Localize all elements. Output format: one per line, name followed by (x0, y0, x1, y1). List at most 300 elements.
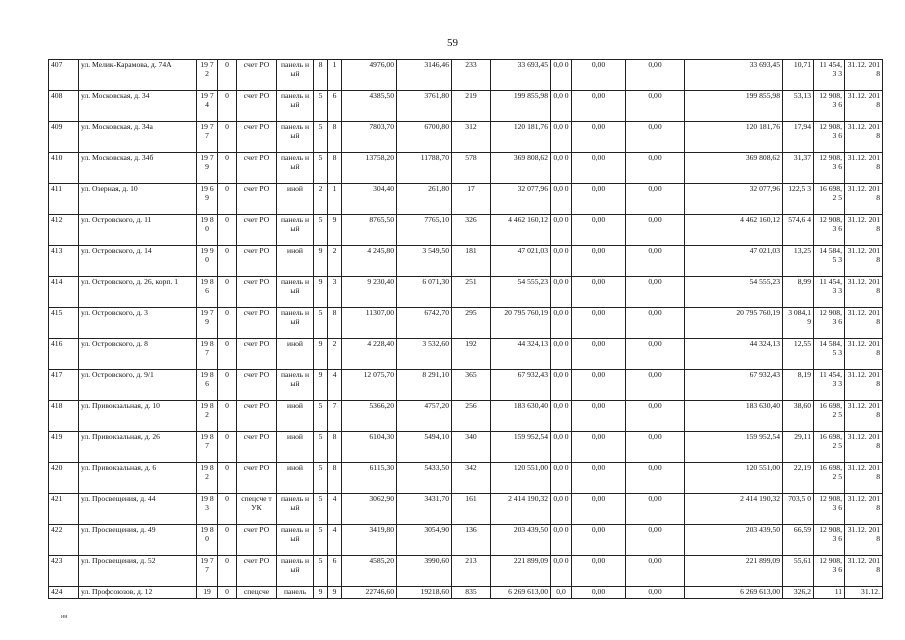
cell-cell-col4: 0 (218, 277, 237, 308)
cell-account-type: счет РО (237, 184, 277, 215)
cell-cost-col13: 0,0 0 (551, 246, 572, 277)
cell-cell-col4: 0 (218, 339, 237, 370)
cell-account-type: счет РО (237, 370, 277, 401)
cell-total-area: 22746,60 (342, 587, 397, 599)
cell-cell-col4: 0 (218, 370, 237, 401)
table-row (49, 308, 883, 339)
cell-address: ул. Островского, д. 3 (79, 308, 197, 339)
cell-cost-col13: 0,0 0 (551, 556, 572, 587)
cell-total-area: 6104,30 (342, 432, 397, 463)
cell-cost-per-m2: 38,60 (783, 401, 814, 432)
table-row (49, 60, 883, 91)
cell-residents: 17 (452, 184, 491, 215)
cell-entrances: 8 (328, 308, 342, 339)
cell-max-cost: 12 908,3 6 (814, 308, 845, 339)
cell-cost-per-m2: 8,99 (783, 277, 814, 308)
cell-cost-total: 203 439,50 (491, 525, 551, 556)
cell-completion-date: 31.12. 2018 (845, 432, 883, 463)
cell-cost-total: 32 077,96 (491, 184, 551, 215)
cell-max-cost: 12 908,3 6 (814, 494, 845, 525)
cell-cost-total: 33 693,45 (491, 60, 551, 91)
cell-cell-col4: 0 (218, 215, 237, 246)
cell-cost-total: 199 855,98 (491, 91, 551, 122)
cell-cell-col4: 0 (218, 432, 237, 463)
cell-account-type: счет РО (237, 153, 277, 184)
cell-max-cost: 16 698,2 5 (814, 432, 845, 463)
cell-max-cost: 11 454,3 3 (814, 370, 845, 401)
cell-account-type: спецсче (237, 587, 277, 599)
table-row (49, 277, 883, 308)
cell-address: ул. Просвещения, д. 44 (79, 494, 197, 525)
cell-cost-col16: 183 630,40 (685, 401, 783, 432)
cell-completion-date: 31.12. 2018 (845, 463, 883, 494)
cell-completion-date: 31.12. 2018 (845, 339, 883, 370)
cell-cost-col15: 0,00 (626, 277, 685, 308)
cell-build-year: 19 83 (197, 494, 218, 525)
cell-living-area: 3990,60 (397, 556, 452, 587)
cell-cost-per-m2: 29,11 (783, 432, 814, 463)
cell-cost-col14: 0,00 (572, 463, 626, 494)
cell-wall-material: иной (277, 432, 314, 463)
cell-wall-material: иной (277, 463, 314, 494)
cell-residents: 326 (452, 215, 491, 246)
cell-account-type: счет РО (237, 246, 277, 277)
cell-address: ул. Московская, д. 34 (79, 91, 197, 122)
cell-entrances: 8 (328, 463, 342, 494)
cell-row-number: 409 (49, 122, 79, 153)
cell-entrances: 4 (328, 525, 342, 556)
cell-cost-col16: 6 269 613,00 (685, 587, 783, 599)
table-row (49, 122, 883, 153)
cell-completion-date: 31.12. 2018 (845, 494, 883, 525)
cell-address: ул. Островского, д. 9/1 (79, 370, 197, 401)
table-row (49, 184, 883, 215)
cell-cell-col4: 0 (218, 60, 237, 91)
cell-cost-total: 47 021,03 (491, 246, 551, 277)
cell-total-area: 4 228,40 (342, 339, 397, 370)
cell-address: ул. Профсоюзов, д. 12 (79, 587, 197, 599)
cell-total-area: 4585,20 (342, 556, 397, 587)
cell-entrances: 8 (328, 122, 342, 153)
cell-living-area: 6 071,30 (397, 277, 452, 308)
cell-cost-col15: 0,00 (626, 184, 685, 215)
cell-row-number: 422 (49, 525, 79, 556)
cell-wall-material: панель ный (277, 370, 314, 401)
cell-completion-date: 31.12. 2018 (845, 153, 883, 184)
cell-cost-col16: 221 899,09 (685, 556, 783, 587)
cell-cost-total: 369 808,62 (491, 153, 551, 184)
cell-cost-col15: 0,00 (626, 122, 685, 153)
cell-wall-material: панель ный (277, 60, 314, 91)
cell-cost-col13: 0,0 0 (551, 463, 572, 494)
cell-cost-col13: 0,0 0 (551, 525, 572, 556)
table-row (49, 432, 883, 463)
cell-cost-total: 20 795 760,19 (491, 308, 551, 339)
cell-max-cost: 16 698,2 5 (814, 463, 845, 494)
cell-floors: 9 (314, 277, 328, 308)
cell-address: ул. Островского, д. 8 (79, 339, 197, 370)
cell-cost-col14: 0,00 (572, 401, 626, 432)
cell-account-type: счет РО (237, 339, 277, 370)
cell-cost-total: 221 899,09 (491, 556, 551, 587)
table-row (49, 556, 883, 587)
cell-residents: 312 (452, 122, 491, 153)
housing-register-table (48, 59, 883, 599)
cell-living-area: 7765,10 (397, 215, 452, 246)
cell-living-area: 8 291,10 (397, 370, 452, 401)
cell-build-year: 19 80 (197, 215, 218, 246)
table-row (49, 463, 883, 494)
table-row (49, 525, 883, 556)
cell-address: ул. Островского, д. 14 (79, 246, 197, 277)
cell-entrances: 3 (328, 277, 342, 308)
cell-max-cost: 11 454,3 3 (814, 60, 845, 91)
cell-account-type: счет РО (237, 401, 277, 432)
cell-floors: 5 (314, 432, 328, 463)
cell-floors: 5 (314, 91, 328, 122)
cell-total-area: 8765,50 (342, 215, 397, 246)
cell-cost-per-m2: 326,2 (783, 587, 814, 599)
cell-completion-date: 31.12. 2018 (845, 215, 883, 246)
cell-cost-col15: 0,00 (626, 463, 685, 494)
cell-cost-col14: 0,00 (572, 339, 626, 370)
cell-cost-total: 67 932,43 (491, 370, 551, 401)
cell-entrances: 6 (328, 91, 342, 122)
cell-wall-material: иной (277, 246, 314, 277)
cell-cost-col16: 159 952,54 (685, 432, 783, 463)
cell-account-type: счет РО (237, 91, 277, 122)
cell-cost-per-m2: 13,25 (783, 246, 814, 277)
cell-living-area: 3054,90 (397, 525, 452, 556)
cell-cost-col14: 0,00 (572, 122, 626, 153)
cell-row-number: 424 (49, 587, 79, 599)
cell-entrances: 8 (328, 432, 342, 463)
cell-cost-total: 6 269 613,00 (491, 587, 551, 599)
cell-cost-total: 120 181,76 (491, 122, 551, 153)
cell-wall-material: панель ный (277, 277, 314, 308)
cell-residents: 181 (452, 246, 491, 277)
cell-row-number: 423 (49, 556, 79, 587)
cell-wall-material: панель ный (277, 153, 314, 184)
cell-cost-col14: 0,00 (572, 215, 626, 246)
cell-row-number: 417 (49, 370, 79, 401)
cell-cost-col15: 0,00 (626, 153, 685, 184)
cell-address: ул. Просвещения, д. 52 (79, 556, 197, 587)
cell-max-cost: 11 (814, 587, 845, 599)
table-row (49, 494, 883, 525)
cell-cost-col15: 0,00 (626, 432, 685, 463)
cell-entrances: 9 (328, 587, 342, 599)
cell-cost-col15: 0,00 (626, 308, 685, 339)
cell-cost-col14: 0,00 (572, 184, 626, 215)
cell-residents: 219 (452, 91, 491, 122)
cell-floors: 2 (314, 184, 328, 215)
cell-entrances: 2 (328, 339, 342, 370)
cell-wall-material: панель ный (277, 91, 314, 122)
cell-cost-col14: 0,00 (572, 525, 626, 556)
cell-address: ул. Привокзальная, д. 10 (79, 401, 197, 432)
cell-floors: 5 (314, 494, 328, 525)
cell-completion-date: 31.12. 2018 (845, 60, 883, 91)
cell-build-year: 19 86 (197, 277, 218, 308)
cell-cost-per-m2: 574,6 4 (783, 215, 814, 246)
cell-cost-per-m2: 17,94 (783, 122, 814, 153)
cell-row-number: 415 (49, 308, 79, 339)
cell-entrances: 2 (328, 246, 342, 277)
cell-completion-date: 31.12. 2018 (845, 308, 883, 339)
cell-wall-material: панель ный (277, 494, 314, 525)
cell-row-number: 419 (49, 432, 79, 463)
cell-cost-col13: 0,0 0 (551, 60, 572, 91)
cell-max-cost: 12 908,3 6 (814, 525, 845, 556)
cell-residents: 295 (452, 308, 491, 339)
cell-cost-col15: 0,00 (626, 556, 685, 587)
cell-cost-col13: 0,0 0 (551, 91, 572, 122)
cell-cost-col16: 199 855,98 (685, 91, 783, 122)
cell-living-area: 6742,70 (397, 308, 452, 339)
cell-cost-col16: 120 181,76 (685, 122, 783, 153)
cell-cost-per-m2: 66,59 (783, 525, 814, 556)
cell-total-area: 13758,20 (342, 153, 397, 184)
cell-max-cost: 11 454,3 3 (814, 277, 845, 308)
cell-floors: 5 (314, 308, 328, 339)
table-row (49, 215, 883, 246)
cell-living-area: 5494,10 (397, 432, 452, 463)
cell-wall-material: панель (277, 587, 314, 599)
cell-residents: 365 (452, 370, 491, 401)
cell-completion-date: 31.12. 2018 (845, 246, 883, 277)
cell-living-area: 19218,60 (397, 587, 452, 599)
cell-cost-total: 4 462 160,12 (491, 215, 551, 246)
cell-cost-col15: 0,00 (626, 494, 685, 525)
cell-max-cost: 16 698,2 5 (814, 401, 845, 432)
cell-cost-col13: 0,0 0 (551, 432, 572, 463)
cell-cell-col4: 0 (218, 525, 237, 556)
cell-cost-per-m2: 53,13 (783, 91, 814, 122)
cell-living-area: 3 532,60 (397, 339, 452, 370)
cell-cost-col16: 47 021,03 (685, 246, 783, 277)
cell-cost-total: 159 952,54 (491, 432, 551, 463)
table-row (49, 401, 883, 432)
cell-cost-col15: 0,00 (626, 370, 685, 401)
cell-row-number: 420 (49, 463, 79, 494)
cell-floors: 5 (314, 401, 328, 432)
cell-total-area: 5366,20 (342, 401, 397, 432)
cell-living-area: 3 549,50 (397, 246, 452, 277)
cell-cell-col4: 0 (218, 153, 237, 184)
cell-cost-col16: 120 551,00 (685, 463, 783, 494)
cell-address: ул. Озерная, д. 10 (79, 184, 197, 215)
cell-residents: 251 (452, 277, 491, 308)
cell-total-area: 11307,00 (342, 308, 397, 339)
cell-row-number: 411 (49, 184, 79, 215)
cell-cost-col13: 0,0 0 (551, 215, 572, 246)
cell-cell-col4: 0 (218, 401, 237, 432)
cell-address: ул. Островского, д. 26, корп. 1 (79, 277, 197, 308)
cell-cost-per-m2: 31,37 (783, 153, 814, 184)
cell-cost-col13: 0,0 0 (551, 122, 572, 153)
cell-entrances: 4 (328, 370, 342, 401)
cell-completion-date: 31.12. 2018 (845, 277, 883, 308)
cell-living-area: 4757,20 (397, 401, 452, 432)
cell-cell-col4: 0 (218, 184, 237, 215)
cell-completion-date: 31.12. (845, 587, 883, 599)
cell-wall-material: панель ный (277, 122, 314, 153)
cell-build-year: 19 82 (197, 401, 218, 432)
cell-cost-total: 120 551,00 (491, 463, 551, 494)
cell-cost-col16: 33 693,45 (685, 60, 783, 91)
cell-completion-date: 31.12. 2018 (845, 184, 883, 215)
cell-build-year: 19 87 (197, 432, 218, 463)
cell-cost-total: 183 630,40 (491, 401, 551, 432)
cell-row-number: 421 (49, 494, 79, 525)
cell-row-number: 418 (49, 401, 79, 432)
cell-wall-material: панель ный (277, 308, 314, 339)
cell-build-year: 19 79 (197, 153, 218, 184)
cell-build-year: 19 77 (197, 556, 218, 587)
cell-account-type: счет РО (237, 122, 277, 153)
table-body (49, 60, 883, 599)
cell-entrances: 9 (328, 215, 342, 246)
cell-completion-date: 31.12. 2018 (845, 91, 883, 122)
cell-floors: 9 (314, 246, 328, 277)
cell-cost-col14: 0,00 (572, 370, 626, 401)
cell-entrances: 1 (328, 60, 342, 91)
cell-entrances: 8 (328, 153, 342, 184)
cell-max-cost: 16 698,2 5 (814, 184, 845, 215)
cell-build-year: 19 86 (197, 370, 218, 401)
cell-floors: 5 (314, 556, 328, 587)
cell-account-type: спецсче т УК (237, 494, 277, 525)
cell-cost-col14: 0,00 (572, 432, 626, 463)
cell-total-area: 7803,70 (342, 122, 397, 153)
cell-cost-per-m2: 703,5 0 (783, 494, 814, 525)
page-number: 59 (447, 37, 458, 49)
cell-cost-col13: 0,0 0 (551, 153, 572, 184)
cell-cell-col4: 0 (218, 308, 237, 339)
cell-build-year: 19 80 (197, 525, 218, 556)
cell-max-cost: 12 908,3 6 (814, 556, 845, 587)
cell-cost-col15: 0,00 (626, 525, 685, 556)
cell-cost-col14: 0,00 (572, 60, 626, 91)
cell-cost-col16: 203 439,50 (685, 525, 783, 556)
cell-living-area: 3146,46 (397, 60, 452, 91)
cell-account-type: счет РО (237, 463, 277, 494)
cell-living-area: 5433,50 (397, 463, 452, 494)
cell-max-cost: 12 908,3 6 (814, 91, 845, 122)
cell-row-number: 410 (49, 153, 79, 184)
cell-cost-total: 44 324,13 (491, 339, 551, 370)
cell-cell-col4: 0 (218, 587, 237, 599)
cell-floors: 9 (314, 370, 328, 401)
cell-completion-date: 31.12. 2018 (845, 525, 883, 556)
cell-floors: 5 (314, 463, 328, 494)
table-row (49, 153, 883, 184)
cell-wall-material: панель ный (277, 525, 314, 556)
cell-cost-col13: 0,0 0 (551, 339, 572, 370)
cell-residents: 578 (452, 153, 491, 184)
cell-account-type: счет РО (237, 432, 277, 463)
cell-floors: 8 (314, 60, 328, 91)
cell-living-area: 3431,70 (397, 494, 452, 525)
cell-cost-col14: 0,00 (572, 91, 626, 122)
cell-completion-date: 31.12. 2018 (845, 370, 883, 401)
table-row (49, 339, 883, 370)
cell-floors: 5 (314, 525, 328, 556)
cell-address: ул. Просвещения, д. 49 (79, 525, 197, 556)
cell-cost-col16: 20 795 760,19 (685, 308, 783, 339)
cell-cost-col13: 0,0 0 (551, 494, 572, 525)
cell-residents: 233 (452, 60, 491, 91)
cell-cost-col14: 0,00 (572, 494, 626, 525)
cell-total-area: 3419,80 (342, 525, 397, 556)
cell-cost-col15: 0,00 (626, 246, 685, 277)
cell-build-year: 19 77 (197, 122, 218, 153)
cell-completion-date: 31.12. 2018 (845, 556, 883, 587)
cell-floors: 5 (314, 153, 328, 184)
cell-total-area: 4385,50 (342, 91, 397, 122)
cell-address: ул. Московская, д. 34б (79, 153, 197, 184)
cell-floors: 5 (314, 122, 328, 153)
cell-cost-col16: 4 462 160,12 (685, 215, 783, 246)
cell-cost-col16: 44 324,13 (685, 339, 783, 370)
cell-cost-total: 2 414 190,32 (491, 494, 551, 525)
cell-wall-material: иной (277, 401, 314, 432)
cell-cell-col4: 0 (218, 494, 237, 525)
cell-cell-col4: 0 (218, 463, 237, 494)
cell-cost-col15: 0,00 (626, 339, 685, 370)
cell-cost-col13: 0,0 0 (551, 370, 572, 401)
cell-build-year: 19 82 (197, 463, 218, 494)
cell-account-type: счет РО (237, 525, 277, 556)
cell-entrances: 7 (328, 401, 342, 432)
cell-cost-col15: 0,00 (626, 91, 685, 122)
cell-cost-col15: 0,00 (626, 587, 685, 599)
cell-row-number: 407 (49, 60, 79, 91)
cell-cost-col16: 32 077,96 (685, 184, 783, 215)
cell-address: ул. Привокзальная, д. 26 (79, 432, 197, 463)
table-row (49, 91, 883, 122)
cell-cost-col14: 0,00 (572, 246, 626, 277)
cell-cost-per-m2: 3 084,1 9 (783, 308, 814, 339)
cell-residents: 136 (452, 525, 491, 556)
cell-wall-material: панель ный (277, 556, 314, 587)
cell-total-area: 3062,90 (342, 494, 397, 525)
cell-build-year: 19 69 (197, 184, 218, 215)
cell-cost-col14: 0,00 (572, 556, 626, 587)
cell-residents: 256 (452, 401, 491, 432)
cell-cost-col16: 54 555,23 (685, 277, 783, 308)
cell-cell-col4: 0 (218, 122, 237, 153)
cell-residents: 161 (452, 494, 491, 525)
cell-build-year: 19 (197, 587, 218, 599)
cell-cost-col13: 0,0 0 (551, 401, 572, 432)
cell-cost-per-m2: 122,5 3 (783, 184, 814, 215)
cell-cost-col13: 0,0 (551, 587, 572, 599)
cell-cost-col14: 0,00 (572, 277, 626, 308)
cell-total-area: 6115,30 (342, 463, 397, 494)
cell-living-area: 3761,80 (397, 91, 452, 122)
cell-total-area: 304,40 (342, 184, 397, 215)
cell-cell-col4: 0 (218, 556, 237, 587)
cell-residents: 342 (452, 463, 491, 494)
cell-living-area: 11788,70 (397, 153, 452, 184)
cell-cost-col14: 0,00 (572, 308, 626, 339)
cell-cost-col13: 0,0 0 (551, 277, 572, 308)
cell-total-area: 4976,00 (342, 60, 397, 91)
cell-account-type: счет РО (237, 277, 277, 308)
cell-entrances: 4 (328, 494, 342, 525)
